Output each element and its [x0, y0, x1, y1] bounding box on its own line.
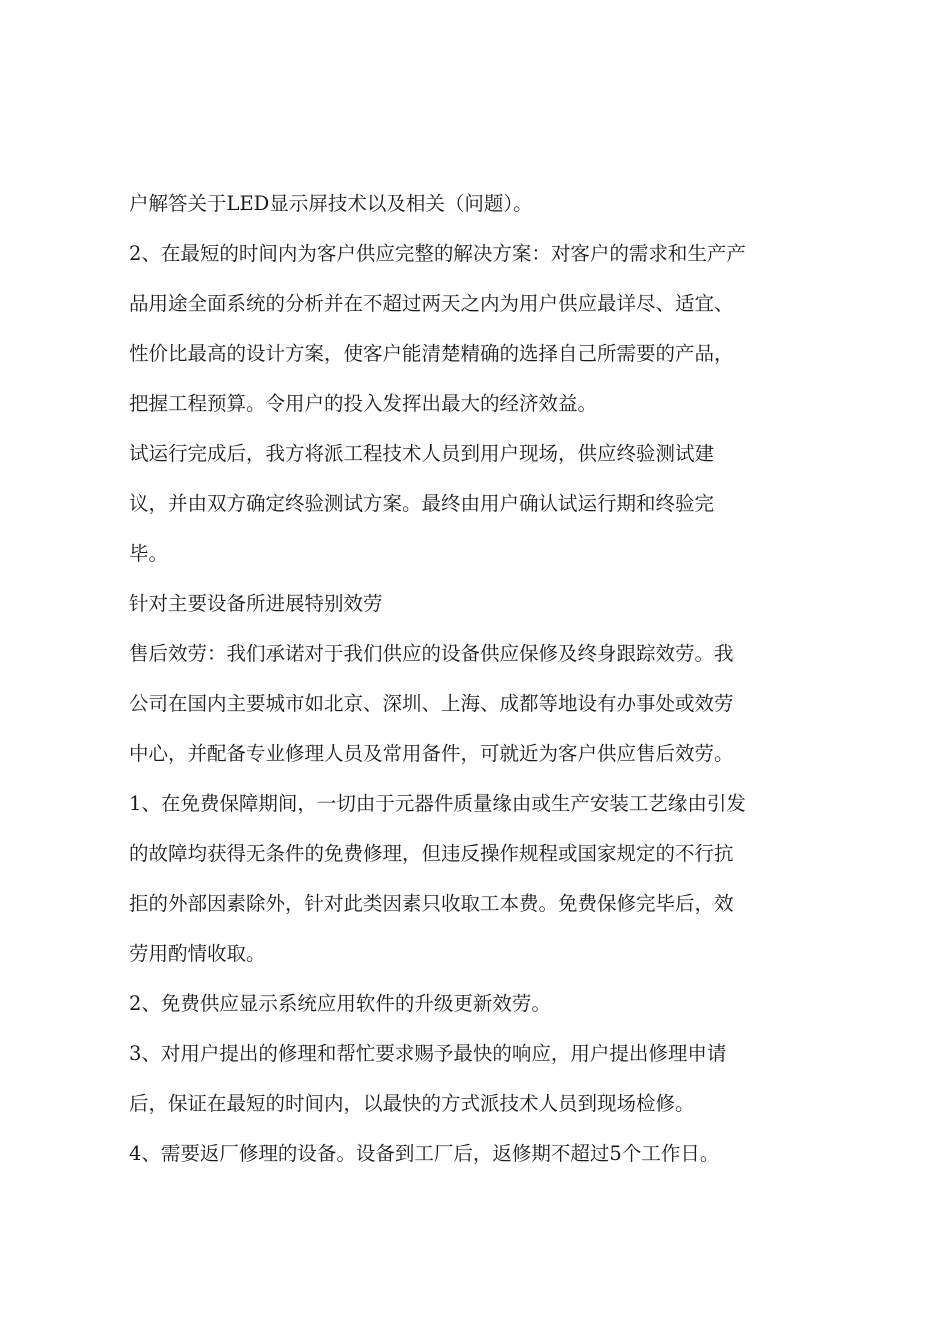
paragraph-line-2: 2、在最短的时间内为客户供应完整的解决方案：对客户的需求和生产产	[129, 242, 746, 265]
paragraph-line-15: 拒的外部因素除外，针对此类因素只收取工本费。免费保修完毕后，效	[129, 892, 734, 915]
paragraph-line-19: 后，保证在最短的时间内，以最快的方式派技术人员到现场检修。	[129, 1092, 695, 1115]
paragraph-line-20: 4、需要返厂修理的设备。设备到工厂后，返修期不超过5个工作日。	[129, 1142, 720, 1165]
paragraph-line-14: 的故障均获得无条件的免费修理，但违反操作规程或国家规定的不行抗	[129, 842, 734, 865]
paragraph-line-11: 公司在国内主要城市如北京、深圳、上海、成都等地设有办事处或效劳	[129, 692, 734, 715]
paragraph-line-17: 2、免费供应显示系统应用软件的升级更新效劳。	[129, 992, 551, 1015]
paragraph-line-7: 议，并由双方确定终验测试方案。最终由用户确认试运行期和终验完	[129, 492, 715, 515]
section-heading: 针对主要设备所进展特别效劳	[129, 592, 383, 615]
paragraph-line-4: 性价比最高的设计方案，使客户能清楚精确的选择自己所需要的产品，	[129, 342, 734, 365]
paragraph-line-5: 把握工程预算。令用户的投入发挥出最大的经济效益。	[129, 392, 598, 415]
paragraph-line-3: 品用途全面系统的分析并在不超过两天之内为用户供应最详尽、适宜、	[129, 292, 734, 315]
paragraph-line-12: 中心，并配备专业修理人员及常用备件，可就近为客户供应售后效劳。	[129, 742, 734, 765]
paragraph-line-8: 毕。	[129, 542, 169, 565]
paragraph-line-1: 户解答关于LED显示屏技术以及相关（问题）。	[129, 192, 533, 215]
paragraph-line-6: 试运行完成后，我方将派工程技术人员到用户现场，供应终验测试建	[129, 442, 715, 465]
paragraph-line-16: 劳用酌情收取。	[129, 942, 266, 965]
paragraph-line-10: 售后效劳：我们承诺对于我们供应的设备供应保修及终身跟踪效劳。我	[129, 642, 734, 665]
paragraph-line-13: 1、在免费保障期间，一切由于元器件质量缘由或生产安装工艺缘由引发	[129, 792, 746, 815]
paragraph-line-18: 3、对用户提出的修理和帮忙要求赐予最快的响应，用户提出修理申请	[129, 1042, 727, 1065]
